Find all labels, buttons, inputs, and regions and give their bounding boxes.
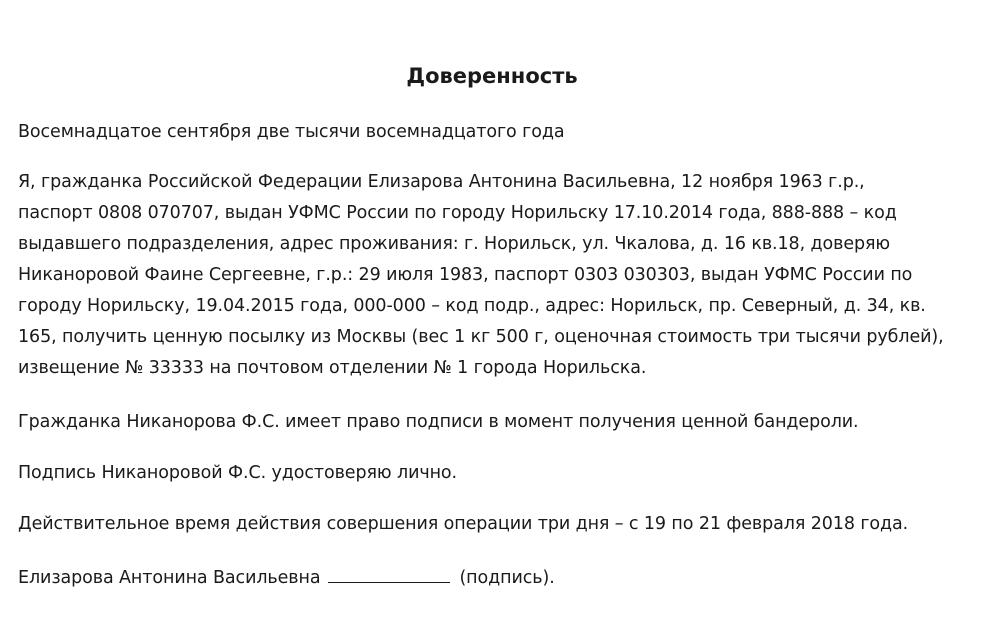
signing-right-paragraph: Гражданка Никанорова Ф.С. имеет право подписи в момент получения ценной бандероли. (18, 412, 859, 432)
main-paragraph-line: извещение № 33333 на почтовом отделении № 1 города Норильска. (18, 358, 647, 378)
signature-line (328, 563, 450, 583)
date-line: Восемнадцатое сентября две тысячи восемнадцатого года (18, 122, 565, 142)
validity-paragraph: Действительное время действия совершения операции три дня – с 19 по 21 февраля 2018 года. (18, 514, 909, 534)
signature-caption: (подпись). (459, 568, 555, 588)
main-paragraph-line: Я, гражданка Российской Федерации Елизарова Антонина Васильевна, 12 ноября 1963 г.р., (18, 172, 865, 192)
main-paragraph-line: 165, получить ценную посылку из Москвы (вес 1 кг 500 г, оценочная стоимость три тысячи рублей), (18, 327, 944, 347)
signatory-name: Елизарова Антонина Васильевна (18, 568, 321, 588)
main-paragraph-line: Никаноровой Фаине Сергеевне, г.р.: 29 июля 1983, паспорт 0303 030303, выдан УФМС России по (18, 265, 913, 285)
main-paragraph-line: выдавшего подразделения, адрес проживания: г. Норильск, ул. Чкалова, д. 16 кв.18, доверяю (18, 234, 891, 254)
document-title: Доверенность (406, 64, 578, 88)
main-paragraph-line: паспорт 0808 070707, выдан УФМС России по городу Норильску 17.10.2014 года, 888-888 – код (18, 203, 897, 223)
signature-block (18, 563, 978, 594)
certification-paragraph: Подпись Никаноровой Ф.С. удостоверяю лично. (18, 463, 458, 483)
main-paragraph-line: городу Норильску, 19.04.2015 года, 000-000 – код подр., адрес: Норильск, пр. Северный, д. 34, кв. (18, 296, 926, 316)
main-paragraph (18, 167, 978, 384)
